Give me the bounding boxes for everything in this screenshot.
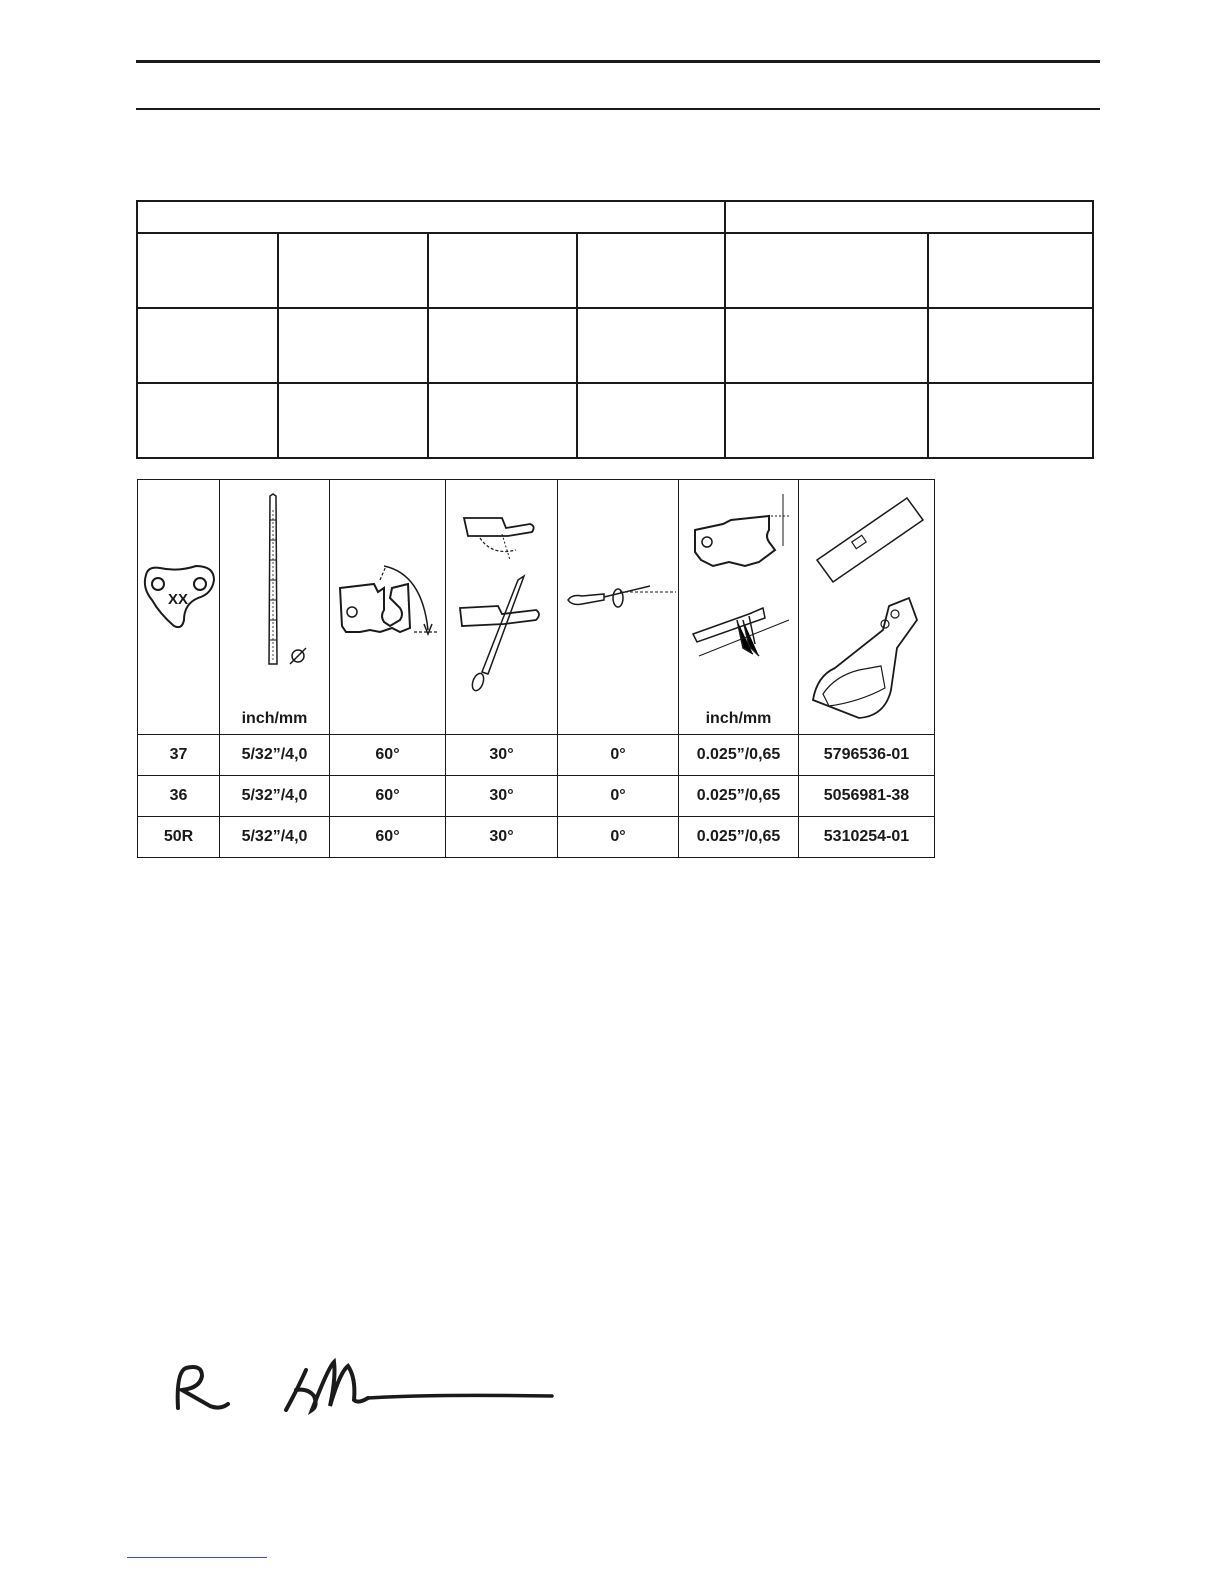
cutter-tooth-icon <box>138 480 218 730</box>
grid-cell <box>278 308 428 383</box>
file-angle-icon <box>446 480 556 730</box>
spec-cell-file-dia: 5/32”/4,0 <box>220 776 330 817</box>
spec-cell-file-dia: 5/32”/4,0 <box>220 735 330 776</box>
spec-cell-part-no: 5056981-38 <box>799 776 935 817</box>
file-unit-label: inch/mm <box>241 710 308 727</box>
spec-cell-chain: 36 <box>138 776 220 817</box>
grid-header-left <box>137 201 725 233</box>
grid-cell <box>577 308 725 383</box>
top-plate-angle-cell <box>330 480 446 735</box>
depth-gauge-cell <box>679 480 799 735</box>
spec-cell-tilt: 0° <box>558 817 679 858</box>
grid-cell <box>725 233 928 308</box>
file-tilt-cell <box>558 480 679 735</box>
grid-cell <box>928 233 1093 308</box>
spec-cell-part-no: 5310254-01 <box>799 817 935 858</box>
header-rule-top <box>136 60 1100 63</box>
grid-cell <box>137 233 278 308</box>
spec-cell-file-angle: 30° <box>446 817 558 858</box>
depth-unit-label: inch/mm <box>705 710 772 727</box>
spec-cell-part-no: 5796536-01 <box>799 735 935 776</box>
spec-row <box>138 735 935 776</box>
spec-row <box>138 817 935 858</box>
grid-cell <box>725 383 928 458</box>
spec-cell-depth: 0.025”/0,65 <box>679 776 799 817</box>
grid-cell <box>428 383 577 458</box>
spec-cell-tilt: 0° <box>558 776 679 817</box>
grid-row <box>137 383 1093 458</box>
footer-link-underline <box>127 1557 267 1558</box>
file-cell <box>220 480 330 735</box>
grid-cell <box>577 383 725 458</box>
grid-cell <box>928 308 1093 383</box>
spec-cell-tilt: 0° <box>558 735 679 776</box>
depth-gauge-tool-icon <box>799 480 933 730</box>
grid-cell <box>928 383 1093 458</box>
illustration-row <box>138 480 935 735</box>
gauge-tool-cell <box>799 480 935 735</box>
grid-cell <box>428 308 577 383</box>
spec-cell-chain: 50R <box>138 817 220 858</box>
grid-cell <box>725 308 928 383</box>
top-plate-angle-icon <box>330 480 444 730</box>
chain-sharpening-spec-table <box>137 479 935 858</box>
spec-cell-depth: 0.025”/0,65 <box>679 735 799 776</box>
round-file-icon <box>220 480 328 700</box>
tooth-marking: XX <box>167 591 189 608</box>
tooth-cell <box>138 480 220 735</box>
spec-cell-top-angle: 60° <box>330 776 446 817</box>
spec-cell-depth: 0.025”/0,65 <box>679 817 799 858</box>
grid-cell <box>137 308 278 383</box>
grid-cell <box>577 233 725 308</box>
spec-cell-file-dia: 5/32”/4,0 <box>220 817 330 858</box>
spec-row <box>138 776 935 817</box>
spec-cell-chain: 37 <box>138 735 220 776</box>
grid-cell <box>428 233 577 308</box>
file-tilt-icon <box>558 480 678 730</box>
file-angle-cell <box>446 480 558 735</box>
spec-cell-file-angle: 30° <box>446 776 558 817</box>
grid-header-row <box>137 201 1093 233</box>
spec-cell-top-angle: 60° <box>330 817 446 858</box>
empty-grid-table <box>136 200 1094 459</box>
spec-cell-file-angle: 30° <box>446 735 558 776</box>
signature-icon <box>168 1348 568 1428</box>
header-rule-bottom <box>136 108 1100 110</box>
grid-cell <box>278 383 428 458</box>
grid-cell <box>278 233 428 308</box>
grid-header-right <box>725 201 1093 233</box>
depth-gauge-icon <box>679 480 797 700</box>
grid-cell <box>137 383 278 458</box>
spec-cell-top-angle: 60° <box>330 735 446 776</box>
grid-row <box>137 233 1093 308</box>
grid-row <box>137 308 1093 383</box>
